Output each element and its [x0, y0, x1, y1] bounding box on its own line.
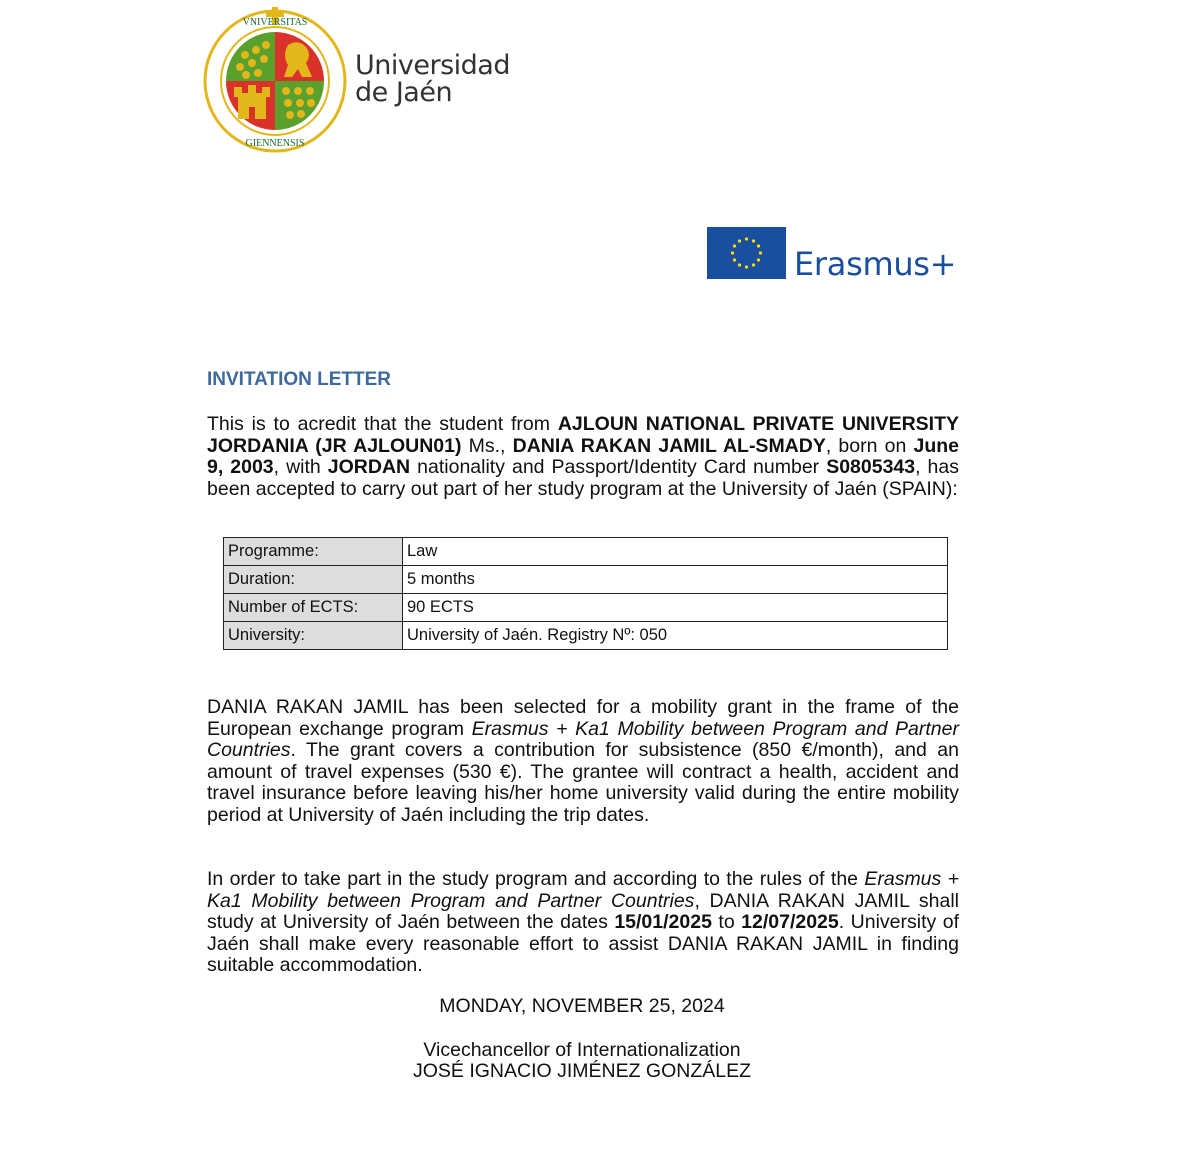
text-span: DANIA RAKAN JAMIL has been selected for a mobility grant in the frame of the European exchange program [207, 696, 959, 740]
grant-paragraph [207, 697, 959, 827]
intro-paragraph [207, 414, 959, 500]
signature-block [300, 1040, 864, 1082]
text-span: In order to take part in the study program and according to the rules of the [207, 868, 865, 890]
signatory-title: Vicechancellor of Internationalization [423, 1039, 741, 1061]
text-span: Ms., [461, 434, 513, 457]
text-span: nationality and Passport/Identity Card number [410, 456, 827, 479]
institution-name: AJLOUN NATIONAL PRIVATE UNIVERSITY JORDANIA (JR AJLOUN01) [207, 413, 959, 457]
passport-number: S0805343 [826, 456, 916, 479]
study-dates-paragraph [207, 869, 959, 977]
end-date: 12/07/2025 [741, 911, 839, 934]
row-value: University of Jaén. Registry Nº: 050 [403, 622, 948, 650]
eu-flag-icon [707, 227, 786, 279]
birth-date: June 9, 2003 [207, 434, 959, 479]
text-span: , DANIA RAKAN JAMIL shall study at University of Jaén between the dates [207, 889, 959, 934]
text-span: . University of Jaén shall make every reasonable effort to assist DANIA RAKAN JAMIL in finding suitable accommodation. [207, 911, 959, 977]
text-span: , born on [825, 434, 914, 457]
text-span: This is to acredit that the student from [207, 413, 558, 435]
text-span: , with [273, 456, 328, 479]
university-name-line2: de Jaén [355, 77, 453, 108]
signatory-name: JOSÉ IGNACIO JIMÉNEZ GONZÁLEZ [412, 1060, 752, 1082]
university-seal-icon [200, 5, 350, 153]
svg-text:VNIVERSITAS: VNIVERSITAS [242, 17, 308, 28]
nationality: JORDAN [327, 456, 411, 479]
university-name [355, 52, 510, 106]
row-value: Law [403, 538, 948, 566]
row-label: Programme: [224, 538, 403, 566]
program-details-table [223, 537, 948, 650]
text-span: , has been accepted to carry out part of her study program at the University of Jaén (SPAIN): [207, 456, 959, 500]
erasmus-label: Erasmus+ [794, 245, 957, 283]
row-label: Duration: [224, 566, 403, 594]
svg-text:GIENNENSIS: GIENNENSIS [245, 138, 305, 149]
letter-date: MONDAY, NOVEMBER 25, 2024 [439, 995, 725, 1017]
table-row [224, 566, 948, 594]
program-name: Erasmus + Ka1 Mobility between Program and Partner Countries [207, 717, 959, 762]
table-row [224, 538, 948, 566]
row-value: 90 ECTS [403, 594, 948, 622]
table-row [224, 622, 948, 650]
text-span: . The grant covers a contribution for subsistence (850 €/month), and an amount of travel expenses (530 €). The grantee will contract a health, accident and travel insurance before leaving his/her home university valid during the entire mobility period at University of Jaén including the trip dates. [207, 739, 959, 826]
table-row [224, 594, 948, 622]
start-date: 15/01/2025 [614, 911, 712, 934]
student-name: DANIA RAKAN JAMIL AL-SMADY [512, 434, 826, 457]
letter-title: INVITATION LETTER [207, 369, 392, 390]
row-label: Number of ECTS: [224, 594, 403, 622]
university-name-line1: Universidad [355, 50, 510, 81]
row-value: 5 months [403, 566, 948, 594]
program-name: Erasmus + Ka1 Mobility between Program and Partner Countries [207, 868, 959, 912]
text-span: to [711, 911, 742, 934]
row-label: University: [224, 622, 403, 650]
